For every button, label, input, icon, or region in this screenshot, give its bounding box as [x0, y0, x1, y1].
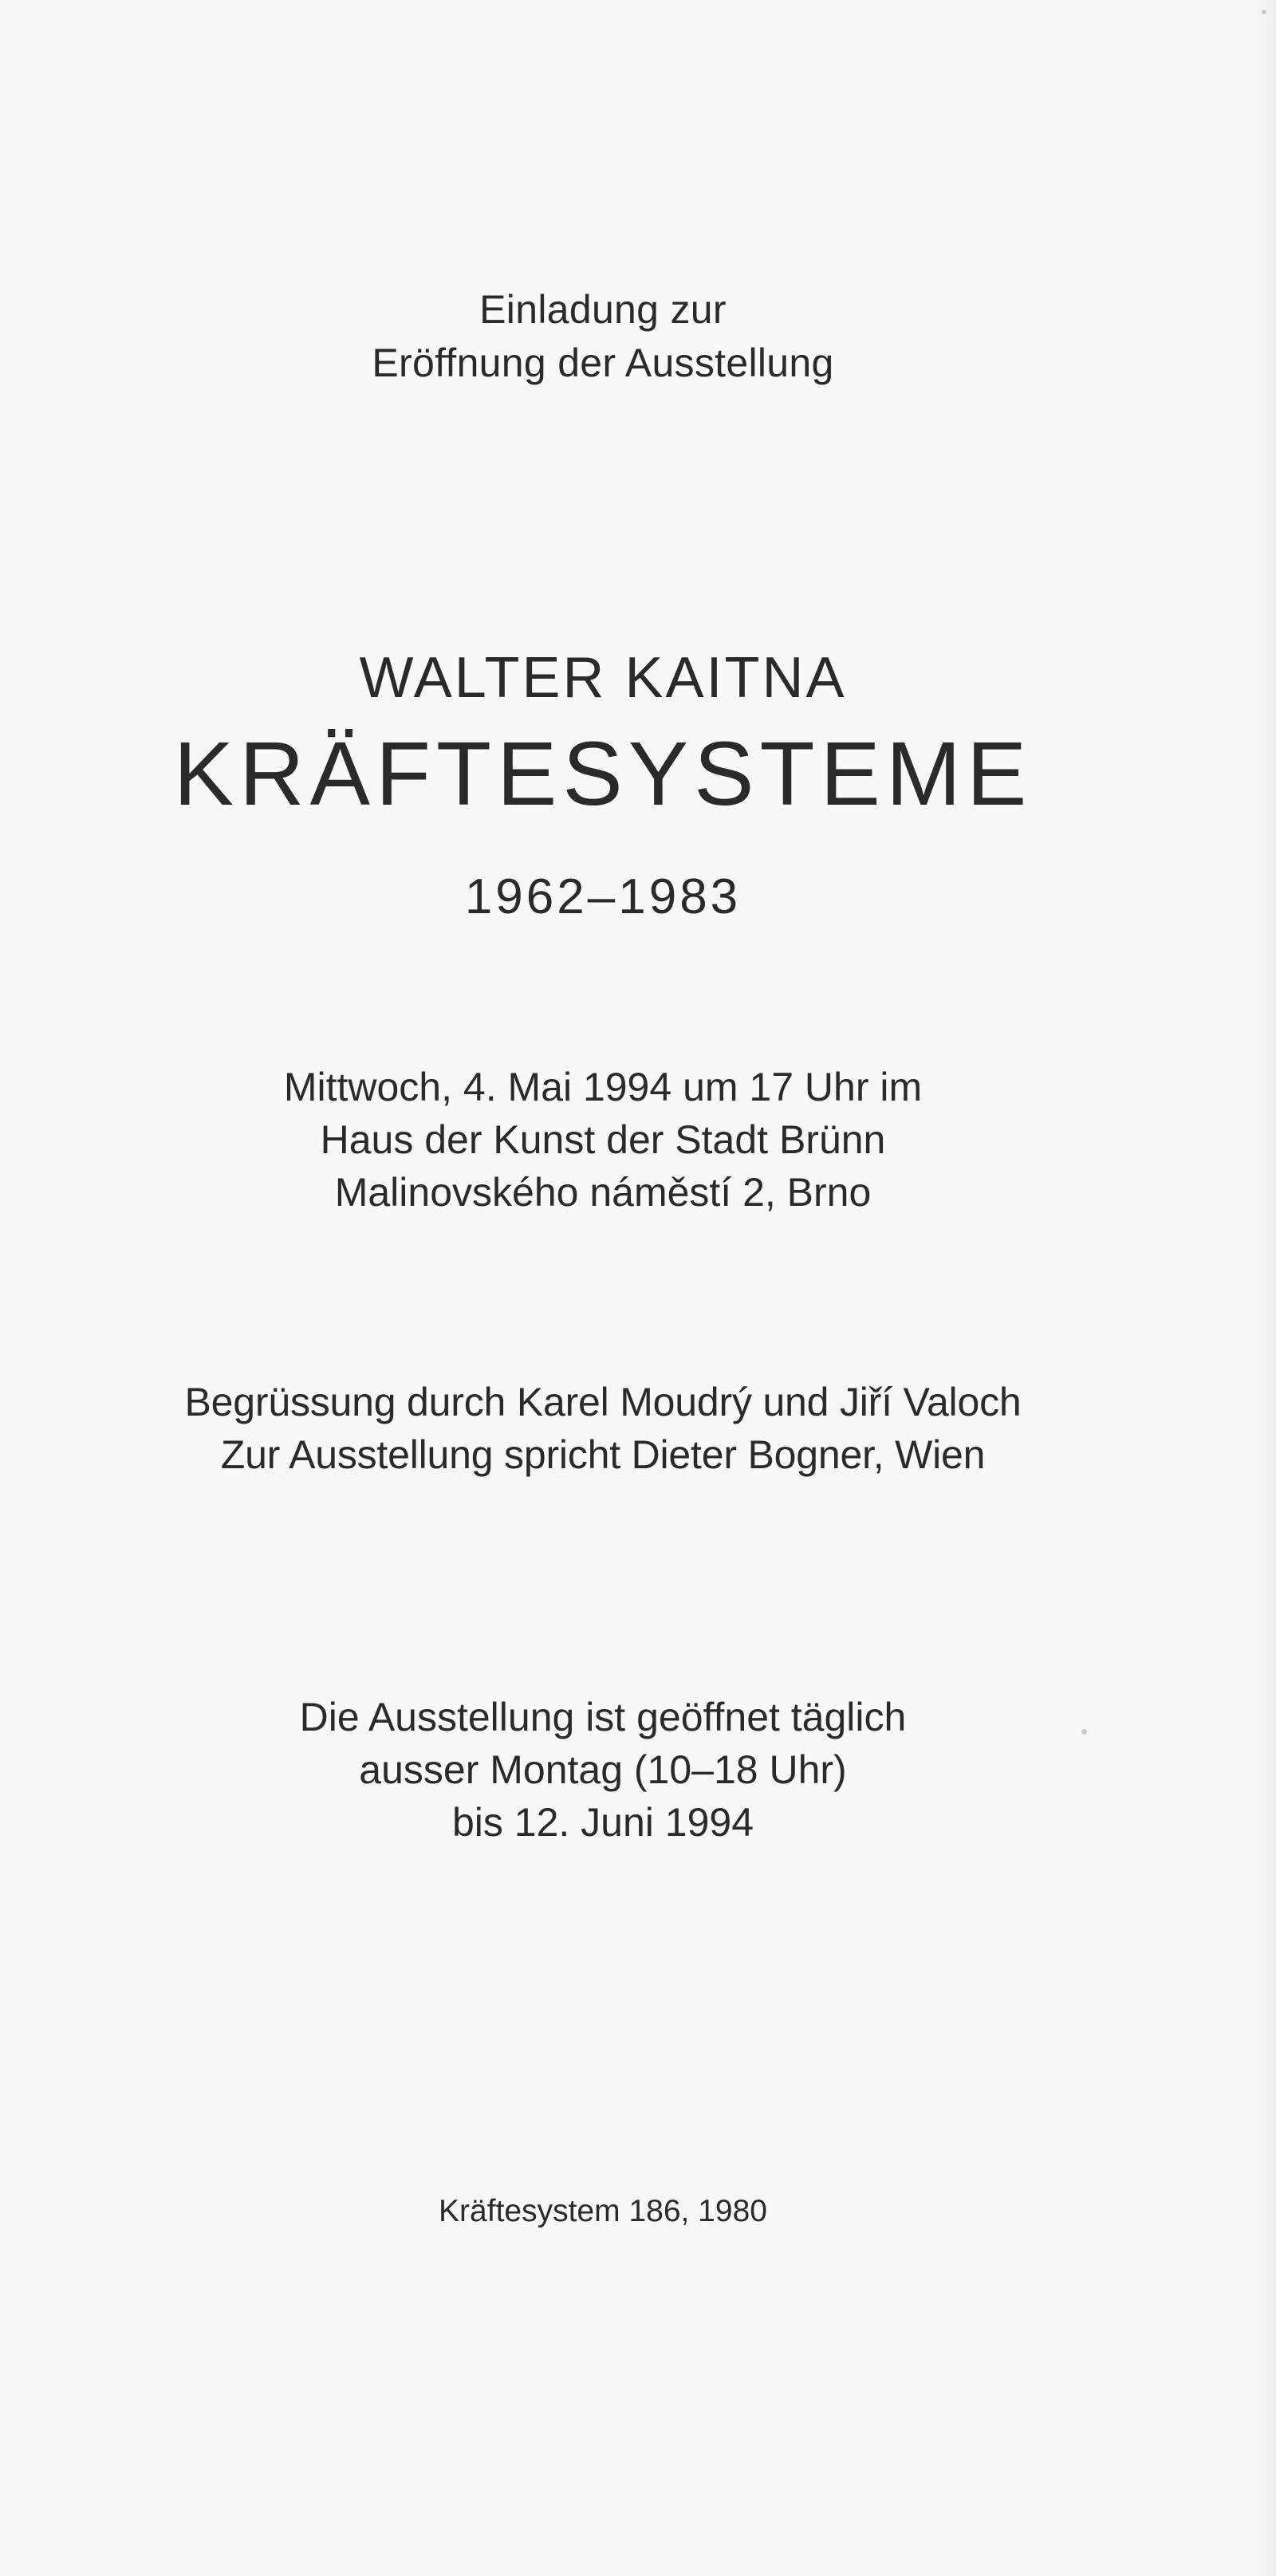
program-details	[0, 1376, 1206, 1481]
invitation-heading	[0, 283, 1206, 390]
opening-line: Mittwoch, 4. Mai 1994 um 17 Uhr im	[283, 1065, 923, 1109]
program-line: Begrüssung durch Karel Moudrý und Jiří Valoch	[184, 1380, 1022, 1424]
opening-line: Haus der Kunst der Stadt Brünn	[320, 1117, 886, 1162]
opening-line: Malinovského náměstí 2, Brno	[334, 1170, 872, 1215]
paper-speck	[1262, 10, 1266, 14]
program-line: Zur Ausstellung spricht Dieter Bogner, Wien	[220, 1432, 986, 1477]
exhibition-title: KRÄFTESYSTEME	[173, 723, 1033, 824]
hours-line: ausser Montag (10–18 Uhr)	[359, 1747, 847, 1792]
artist-name: WALTER KAITNA	[359, 646, 847, 710]
paper-edge-shadow	[1254, 0, 1276, 2576]
opening-hours	[0, 1691, 1206, 1849]
opening-details	[0, 1061, 1206, 1219]
hours-line: Die Ausstellung ist geöffnet täglich	[299, 1695, 907, 1739]
invitation-line: Eröffnung der Ausstellung	[372, 341, 834, 385]
exhibition-years: 1962–1983	[464, 869, 742, 924]
artwork-caption: Kräftesystem 186, 1980	[439, 2194, 767, 2228]
hours-line: bis 12. Juni 1994	[451, 1800, 754, 1845]
invitation-line: Einladung zur	[479, 287, 727, 332]
